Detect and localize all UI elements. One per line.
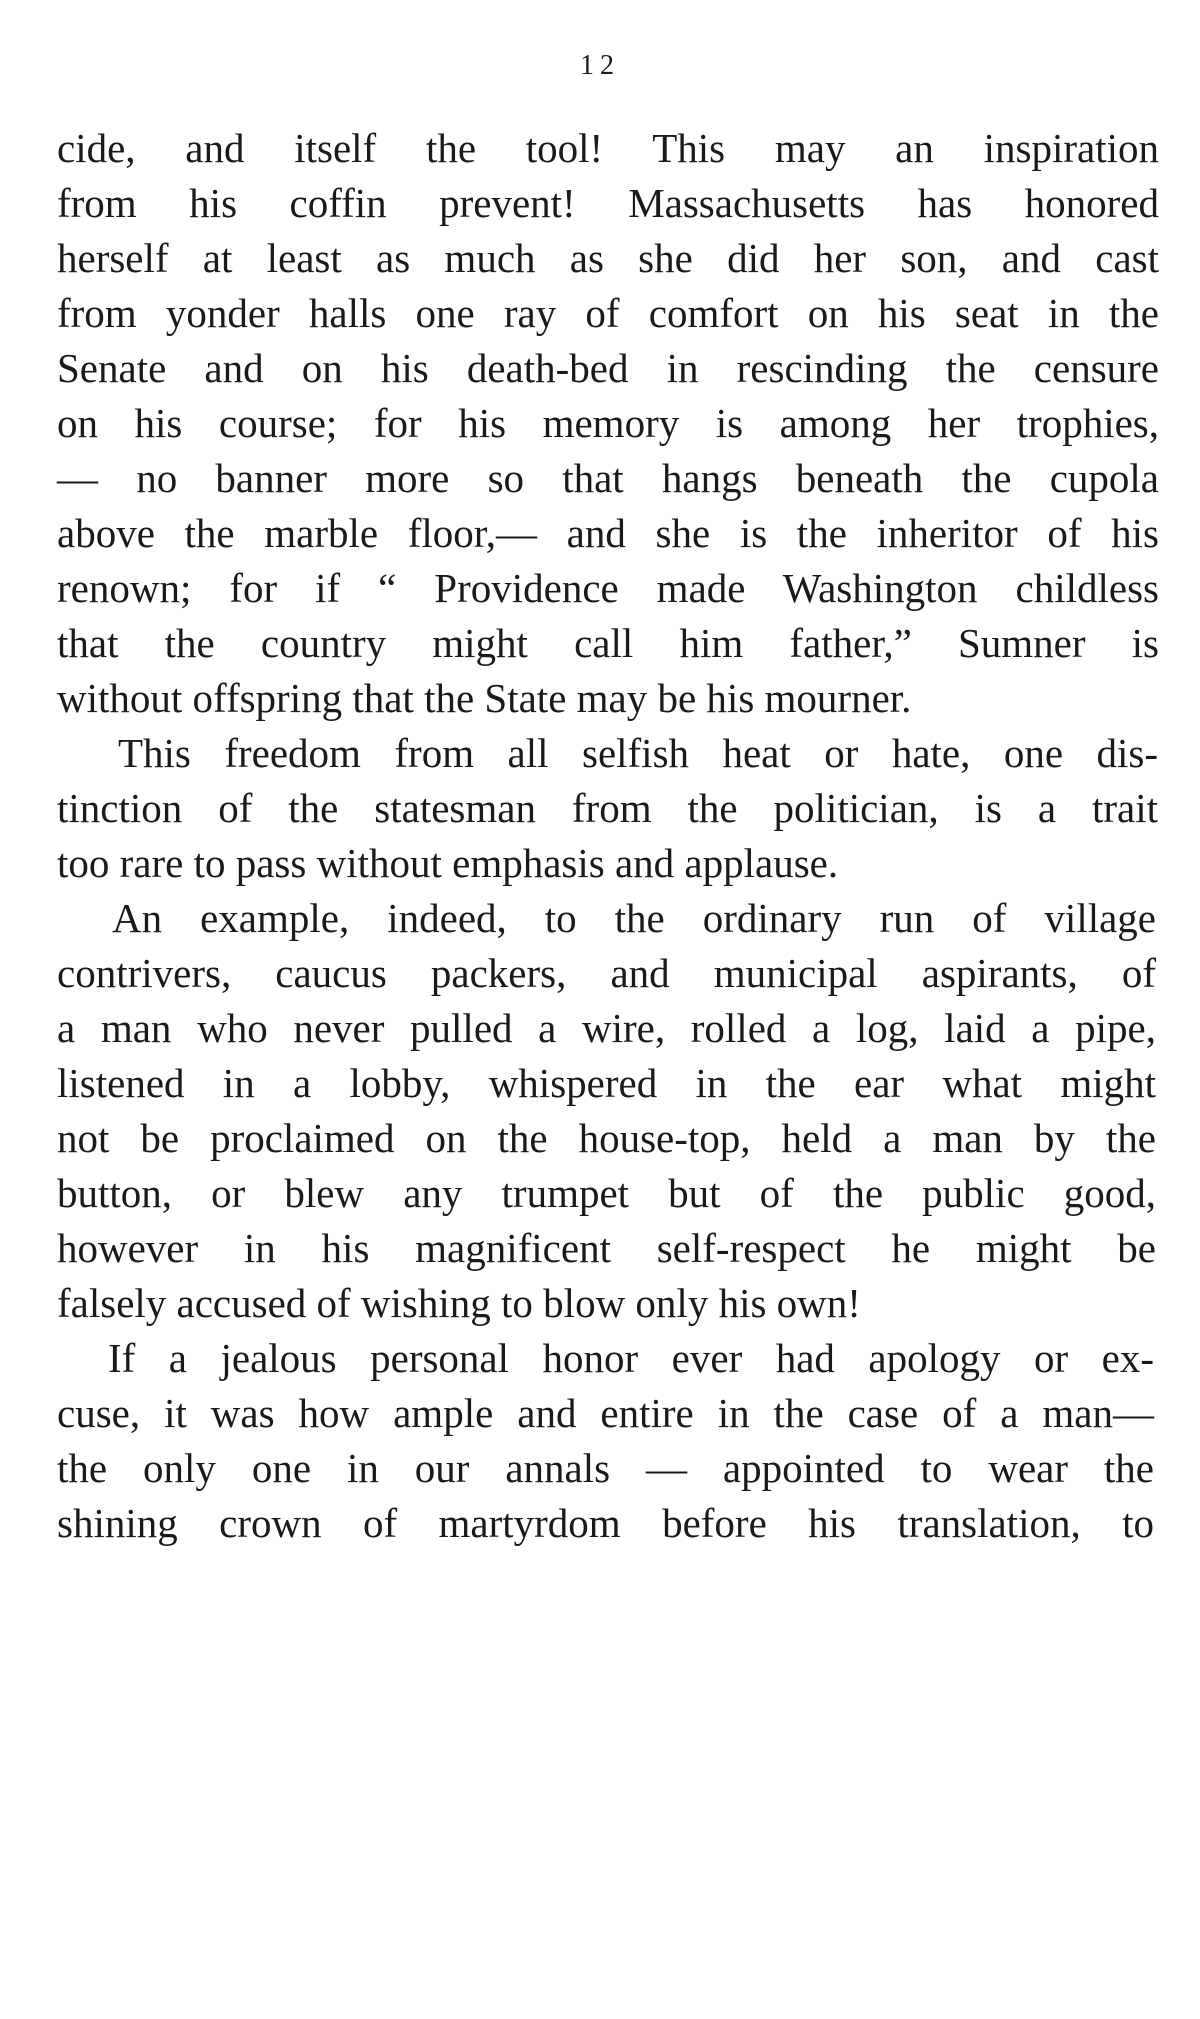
text-line: without offspring that the State may be his mourner. (57, 675, 912, 721)
text-line: above the marble floor,— and she is the inheritor of his (57, 510, 1159, 556)
text-line: — no banner more so that hangs beneath the cupola (57, 455, 1159, 501)
text-line: This freedom from all selfish heat or hate, one dis- (118, 730, 1158, 776)
text-line: from yonder halls one ray of comfort on his seat in the (57, 290, 1159, 336)
text-line: renown; for if “ Providence made Washington childless (57, 565, 1159, 611)
page-number: 12 (580, 50, 620, 81)
text-line: An example, indeed, to the ordinary run of village (112, 895, 1156, 941)
text-line: button, or blew any trumpet but of the public good, (57, 1170, 1156, 1216)
text-line: If a jealous personal honor ever had apology or ex- (108, 1335, 1154, 1381)
text-line: the only one in our annals — appointed to wear the (57, 1445, 1154, 1491)
text-line: herself at least as much as she did her son, and cast (57, 235, 1159, 281)
text-line: cide, and itself the tool! This may an inspiration (57, 125, 1159, 171)
text-line: not be proclaimed on the house-top, held a man by the (57, 1115, 1156, 1161)
text-line: that the country might call him father,” Sumner is (57, 620, 1159, 666)
text-line: a man who never pulled a wire, rolled a log, laid a pipe, (57, 1005, 1156, 1051)
text-line: shining crown of martyrdom before his translation, to (57, 1500, 1154, 1546)
text-line: contrivers, caucus packers, and municipal aspirants, of (57, 950, 1156, 996)
text-line: on his course; for his memory is among her trophies, (57, 400, 1159, 446)
text-line: tinction of the statesman from the politician, is a trait (57, 785, 1158, 831)
text-line: too rare to pass without emphasis and applause. (57, 840, 839, 886)
text-line: listened in a lobby, whispered in the ear what might (57, 1060, 1156, 1106)
text-line: however in his magnificent self-respect he might be (57, 1225, 1156, 1271)
text-line: Senate and on his death-bed in rescinding the censure (57, 345, 1159, 391)
text-line: cuse, it was how ample and entire in the case of a man— (57, 1390, 1154, 1436)
text-line: falsely accused of wishing to blow only his own! (57, 1280, 861, 1326)
text-line: from his coffin prevent! Massachusetts has honored (57, 180, 1159, 226)
